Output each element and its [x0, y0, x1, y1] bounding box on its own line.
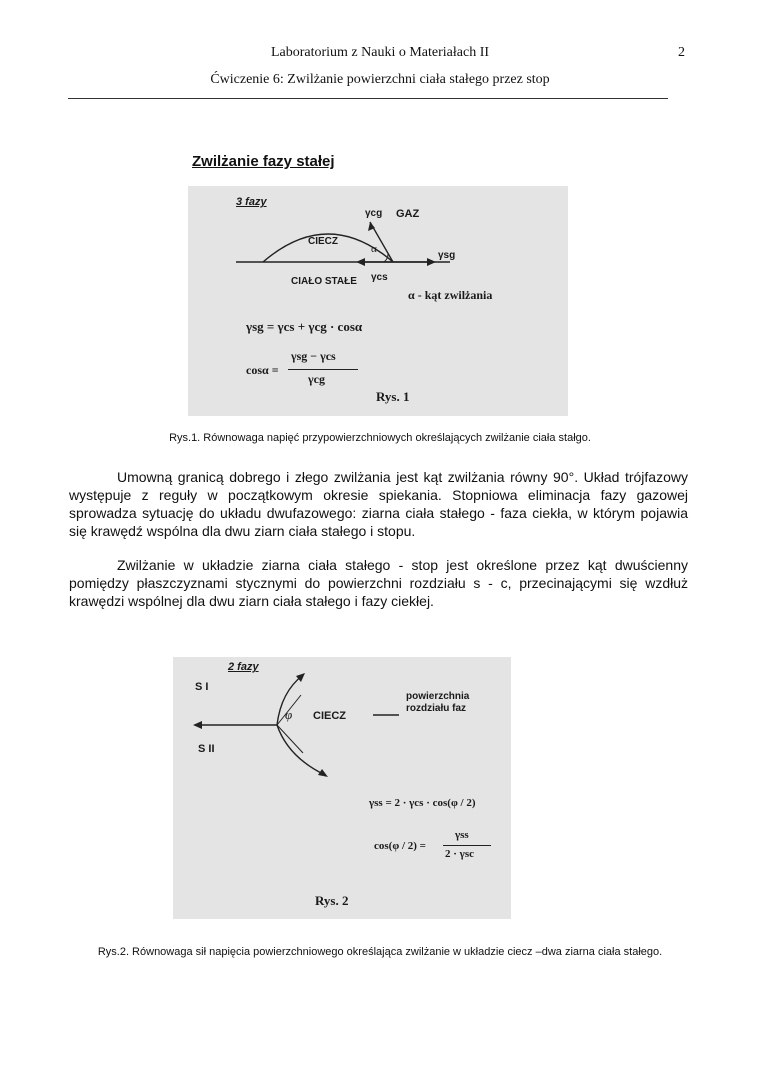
- page-number: 2: [678, 45, 685, 60]
- figure-1-drawing: [188, 186, 568, 416]
- section-title: Zwilżanie fazy stałej: [192, 153, 335, 170]
- fraction-bar: [288, 369, 358, 370]
- legend-line-1: powierzchnia: [406, 691, 470, 702]
- figure-1-label: Rys. 1: [376, 389, 410, 404]
- grain-s2-label: S II: [198, 743, 215, 755]
- ciecz-label: CIECZ: [308, 236, 338, 247]
- paragraph-1: [69, 468, 688, 540]
- formula-1: γsg = γcs + γcg · cosα: [246, 319, 363, 334]
- gamma-cg-label: γcg: [365, 208, 383, 219]
- formula-4-lhs: cos(φ / 2) =: [374, 840, 426, 852]
- header-divider: [68, 98, 668, 99]
- phi-angle-label: φ: [285, 707, 293, 722]
- legend-line-2: rozdziału faz: [406, 703, 467, 714]
- formula-2-denominator: γcg: [308, 372, 325, 386]
- grain-s1-label: S I: [195, 681, 209, 693]
- formula-2-numerator: γsg − γcs: [291, 349, 336, 363]
- gamma-sg-label: γsg: [438, 250, 456, 261]
- figure-1-caption: Rys.1. Równowaga napięć przypowierzchniowych określających zwilżanie ciała stałgo.: [169, 432, 591, 444]
- ciecz-label-2: CIECZ: [313, 710, 346, 722]
- phase-label-2: 2 fazy: [228, 661, 259, 673]
- paragraph-2-text: Zwilżanie w układzie ziarna ciała stałego - stop jest określone przez kąt dwuścienny pomiędzy płaszczyznami stycznymi do powierzchni rozdziału s - c, przecinającymi się wzdłuż krawędzi wspólnej dla dwu ziarn ciała stałego i fazy ciekłej.: [69, 557, 688, 609]
- phase-label-3: 3 fazy: [236, 196, 267, 208]
- figure-2-two-phase-diagram: [173, 657, 511, 919]
- header-subtitle: Ćwiczenie 6: Zwilżanie powierzchni ciała stałego przez stop: [210, 72, 550, 87]
- paragraph-2: [69, 556, 688, 610]
- figure-1-three-phase-diagram: [188, 186, 568, 416]
- formula-3: γss = 2 · γcs · cos(φ / 2): [369, 797, 476, 809]
- alpha-angle-label: α: [371, 243, 377, 255]
- gamma-cs-label: γcs: [371, 272, 388, 283]
- formula-4-denominator: 2 · γsc: [445, 848, 474, 860]
- fraction-bar-2: [443, 845, 491, 846]
- header-title: Laboratorium z Nauki o Materiałach II: [270, 45, 490, 60]
- cialo-stale-label: CIAŁO STAŁE: [291, 276, 357, 287]
- figure-2-label: Rys. 2: [315, 893, 349, 908]
- formula-4-numerator: γss: [455, 829, 469, 841]
- gaz-label: GAZ: [396, 208, 420, 220]
- figure-2-caption: Rys.2. Równowaga sił napięcia powierzchniowego określająca zwilżanie w układzie ciecz –dwa ziarna ciała stałego.: [97, 946, 663, 958]
- formula-2-lhs: cosα =: [246, 363, 279, 377]
- alpha-note: α - kąt zwilżania: [408, 288, 493, 302]
- paragraph-1-text: Umowną granicą dobrego i złego zwilżania jest kąt zwilżania równy 90°. Układ trójfazowy występuje z reguły w początkowym okresie spiekania. Stopniowa eliminacja fazy gazowej sprowadza sytuację do układu dwufazowego: ziarna ciała stałego - faza ciekła, w którym pojawia się krawędź wspólna dla dwu ziarn ciała stałego i stopu.: [69, 469, 688, 539]
